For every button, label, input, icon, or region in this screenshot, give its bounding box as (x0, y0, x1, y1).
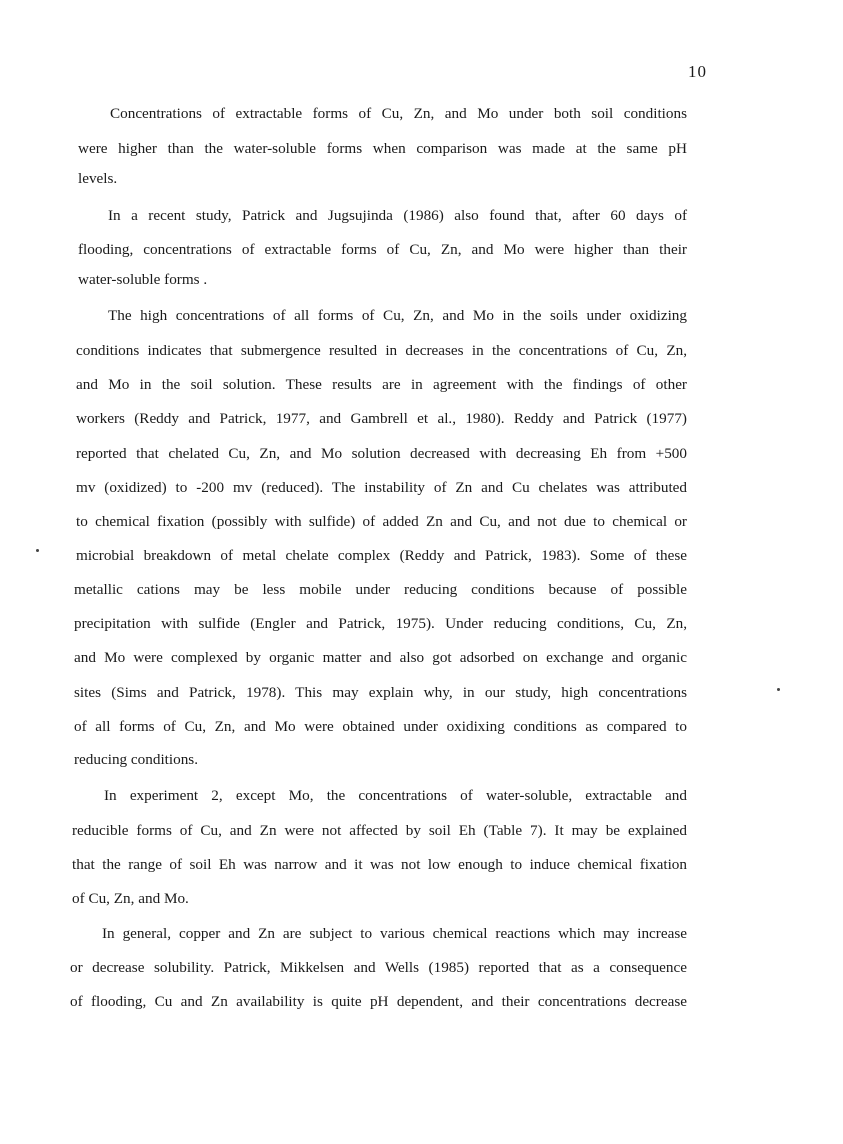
text-line: metallic cations may be less mobile under reducing conditions because of possible (74, 581, 687, 598)
text-line: workers (Reddy and Patrick, 1977, and Gambrell et al., 1980). Reddy and Patrick (1977) (76, 410, 687, 427)
text-line: flooding, concentrations of extractable forms of Cu, Zn, and Mo were higher than their (78, 241, 687, 258)
text-line: and Mo were complexed by organic matter and also got adsorbed on exchange and organic (74, 649, 687, 666)
text-line: to chemical fixation (possibly with sulfide) of added Zn and Cu, and not due to chemical or (76, 513, 687, 530)
text-line: mv (oxidized) to -200 mv (reduced). The instability of Zn and Cu chelates was attributed (76, 479, 687, 496)
text-line: or decrease solubility. Patrick, Mikkelsen and Wells (1985) reported that as a consequence (70, 959, 687, 976)
text-line: In general, copper and Zn are subject to various chemical reactions which may increase (102, 925, 687, 942)
text-line: reported that chelated Cu, Zn, and Mo solution decreased with decreasing Eh from +500 (76, 445, 687, 462)
text-line: levels. (78, 170, 118, 187)
text-line: precipitation with sulfide (Engler and Patrick, 1975). Under reducing conditions, Cu, Zn, (74, 615, 687, 632)
text-line: that the range of soil Eh was narrow and it was not low enough to induce chemical fixation (72, 856, 687, 873)
text-line: reducing conditions. (74, 751, 199, 768)
text-line: In a recent study, Patrick and Jugsujinda (1986) also found that, after 60 days of (108, 207, 687, 224)
text-line: The high concentrations of all forms of Cu, Zn, and Mo in the soils under oxidizing (108, 307, 687, 324)
text-line: Concentrations of extractable forms of Cu, Zn, and Mo under both soil conditions (110, 105, 687, 122)
text-line: conditions indicates that submergence resulted in decreases in the concentrations of Cu, Zn, (76, 342, 687, 359)
text-line: were higher than the water-soluble forms when comparison was made at the same pH (78, 140, 687, 157)
scan-speck (36, 549, 39, 552)
text-line: microbial breakdown of metal chelate complex (Reddy and Patrick, 1983). Some of these (76, 547, 687, 564)
scan-speck (777, 688, 780, 691)
text-line: of all forms of Cu, Zn, and Mo were obtained under oxidixing conditions as compared to (74, 718, 687, 735)
text-line: of Cu, Zn, and Mo. (72, 890, 189, 907)
page-number: 10 (688, 62, 707, 81)
text-line: and Mo in the soil solution. These results are in agreement with the findings of other (76, 376, 687, 393)
text-line: In experiment 2, except Mo, the concentrations of water-soluble, extractable and (104, 787, 687, 804)
text-line: reducible forms of Cu, and Zn were not affected by soil Eh (Table 7). It may be explained (72, 822, 687, 839)
text-line: sites (Sims and Patrick, 1978). This may explain why, in our study, high concentrations (74, 684, 687, 701)
text-line: of flooding, Cu and Zn availability is quite pH dependent, and their concentrations decrease (70, 993, 687, 1010)
text-line: water-soluble forms . (78, 271, 208, 288)
